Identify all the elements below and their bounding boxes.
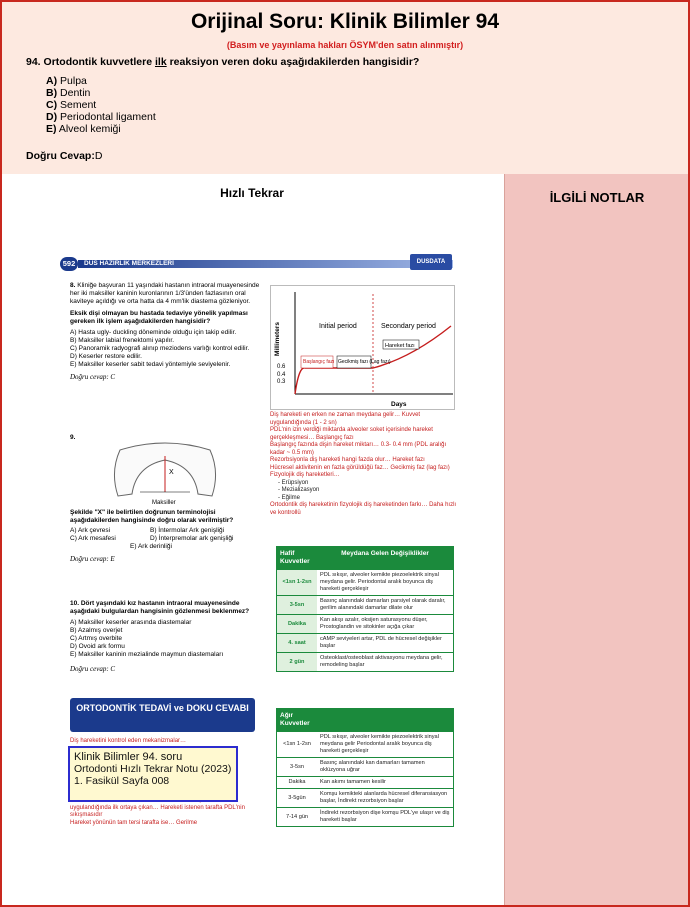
page-title: Orijinal Soru: Klinik Bilimler 94: [190, 10, 500, 33]
table-row: 3-5sn Basınç alanındaki damarları parsiyel olarak daralır, gerilim alanındaki damarlar dilate olur: [277, 595, 453, 614]
question-stem-end: reaksiyon veren doku aşağıdakilerden hangisidir?: [169, 56, 420, 68]
notes-column: [504, 174, 688, 905]
label-maxillary: Maksiller: [152, 500, 176, 506]
table-row: Dakika Kan akışı azalır, oksijen saturasyonu düşer, Prostoglandin ve sitokinler açığa çıkar: [277, 614, 453, 633]
page-number: 592: [60, 257, 78, 271]
label-x: X: [169, 469, 174, 476]
secondary-period-label: Secondary period: [381, 323, 436, 330]
tooth-movement-graph: [270, 285, 455, 410]
heavy-forces-table: Ağır Kuvvetler <1sn 1-2sn PDL sıkışır, alveoler kemikte piezoelektrik sinyal meydana gelir Periodontal aralık boyunca diş hareketi gerçekleşir 3-5sn Basınç alanındaki kan damarları tamamen oklüzyona uğrar Dakika Kan akımı tamamen kesilir 3-5gün Komşu kemikteki alanlarda hücresel diferansiasyon başlar, İndirekt rezorbsiyon başlar 7-14 gün İndirekt rezorbsiyon dişe komşu PDL'ye ulaşır ve diş hareketi başlar: [276, 708, 454, 827]
question-text: [26, 56, 419, 68]
dental-arch-figure: [70, 442, 260, 506]
options-list: [46, 75, 156, 135]
ortho-notes: Diş hareketini kontrol eden mekanizmalar… uygulandığında ilk ortaya çıkan… Hareketi istenen tarafta PDL'nin sıkışmasıdır Hareket yönünün tam tersi tarafta ise… Gerilme: [70, 738, 245, 826]
tick-0-6: 0.6: [277, 364, 286, 370]
light-forces-table: Hafif Kuvvetler Meydana Gelen Değişiklikler <1sn 1-2sn PDL sıkışır, alveoler kemikte piezoelektrik sinyal meydana gelir. Periodontal aralık boyunca diş hareketi gerçekleşir 3-5sn Basınç alanındaki damarları parsiyel olarak daralır, gerilim alanındaki damarlar dilate olur Dakika Kan akışı azalır, oksijen saturasyonu düşer, Prostoglandin ve sitokinler açığa çıkar 4. saat cAMP seviyeleri artar, PDL de hücresel değişikler başlar 2 gün Osteoklast/osteoblast aktivasyonu meydana gelir, remodeling başlar: [276, 546, 454, 672]
option-e: E) Alveol kemiği: [46, 123, 121, 135]
question-emphasis: ilk: [154, 56, 167, 68]
tick-0-3: 0.3: [277, 379, 286, 385]
option-c: C) Sement: [46, 99, 97, 111]
hareket-label: Hareket fazı: [385, 343, 415, 349]
x-axis-label: Days: [391, 401, 407, 408]
question-stem-start: Ortodontik kuvvetlere: [43, 56, 153, 68]
tick-0-4: 0.4: [277, 372, 286, 378]
question-8: 8. Kliniğe başvuran 11 yaşındaki hastanın intraoral muayenesinde her iki maksiller kaninin kuronlarının 1/3'ünden fazlasının oral kaviteye açıldığı ve orta hatta da 4 mm'lik diastema gözleniyor. Eksik dişi olmayan bu hastada tedaviye yönelik yapılması gereken ilk işlem aşağıdakilerden hangisidir? A) Hasta ugly- duckling döneminde olduğu için takip edilir. B) Maksiller labial frenektomi yapılır. C) Panoramik radyografi alınıp meziodens varlığı kontrol edilir. D) Keserler restore edilir. E) Maksiller keserler sabit tedavi yöntemiyle seviyelenir. Doğru cevap: C: [70, 282, 260, 381]
initial-period-label: Initial period: [319, 323, 357, 330]
option-a: A) Pulpa: [46, 75, 87, 87]
y-axis-label: Millimeters: [274, 322, 281, 356]
question-10: 10. Dört yaşındaki kız hastanın intraoral muayenesinde aşağıdaki bulgulardan hangisinin gözlenmesi beklenmez? A) Maksiller keserler arasında diastemalar B) Azalmış overjet C) Artmış overbite D) Ovoid ark formu E) Maksiller kaninin mezialinde maymun diastemaları Doğru cevap: C: [70, 600, 250, 673]
baslangic-label: Başlangıç fazı: [303, 359, 335, 365]
option-b: B) Dentin: [46, 87, 91, 99]
notes-list: Diş hareketi en erken ne zaman meydana gelir… Kuvvet uygulandığında (1 - 2 sn) PDL'nin izin verdiği miktarda alveoler soket içerisinde hareket gerçekleşmesi… Başlangıç fazı Başlangıç fazında dişin hareket miktarı… 0.3- 0.4 mm (PDL aralığı kadar ~ 0.5 mm) Rezorbsiyonla diş hareketi hangi fazda olur… Hareket fazı Hücresel aktivitenin en fazla görüldüğü faz… Gecikmiş faz (lag fazı) Fizyolojik diş hareketleri… - Erüpsiyon - Mezializasyon - Eğilme Ortodontik diş hareketinin fizyolojik diş hareketinden farkı… Daha hızlı ve kontrollü: [270, 412, 457, 516]
table-row: 7-14 gün İndirekt rezorbsiyon dişe komşu PDL'ye ulaşır ve diş hareketi başlar: [277, 807, 453, 826]
correct-answer: Doğru Cevap:D: [26, 150, 103, 162]
question-panel: [2, 2, 688, 174]
section-title: Hızlı Tekrar: [220, 186, 284, 200]
question-number: 94.: [26, 56, 41, 68]
source-callout: Klinik Bilimler 94. soru Ortodonti Hızlı Tekrar Notu (2023) 1. Fasikül Sayfa 008: [68, 746, 238, 802]
table-row: <1sn 1-2sn PDL sıkışır, alveoler kemikte piezoelektrik sinyal meydana gelir. Periodontal aralık boyunca diş hareketi gerçekleşir: [277, 569, 453, 595]
notes-title: İLGİLİ NOTLAR: [549, 190, 645, 205]
table-row: 3-5gün Komşu kemikteki alanlarda hücresel diferansiasyon başlar, İndirekt rezorbsiyon başlar: [277, 788, 453, 807]
table-row: Dakika Kan akımı tamamen kesilir: [277, 776, 453, 788]
table-row: 2 gün Osteoklast/osteoblast aktivasyonu meydana gelir, remodeling başlar: [277, 652, 453, 671]
gecikme-label: Gecikmiş fazı (Lag fazı): [338, 359, 391, 365]
option-d: D) Periodontal ligament: [46, 111, 156, 123]
copyright-note: (Basım ve yayınlama hakları ÖSYM'den satın alınmıştır): [226, 40, 464, 50]
question-9: 9. X Maksiller Şekilde "X" ile belirtilen doğrunun terminolojisi aşağıdakilerden hangisinde doğru olarak verilmiştir? A) Ark çevresi B) İntermolar Ark genişliği C) Ark mesafesi D) İnterpremolar ark genişliği E) Ark derinliği Doğru cevap: E: [70, 434, 260, 563]
table-row: 3-5sn Basınç alanındaki kan damarları tamamen oklüzyona uğrar: [277, 757, 453, 776]
table-row: 4. saat cAMP seviyeleri artar, PDL de hücresel değişikler başlar: [277, 633, 453, 652]
table-row: <1sn 1-2sn PDL sıkışır, alveoler kemikte piezoelektrik sinyal meydana gelir Periodontal aralık boyunca diş hareketi gerçekleşir: [277, 731, 453, 757]
section-banner: ORTODONTİK TEDAVİ ve DOKU CEVABI: [70, 698, 255, 732]
header-text: DUS HAZIRLIK MERKEZLERİ: [84, 260, 174, 267]
publisher-logo: DUSDATA: [410, 254, 452, 270]
